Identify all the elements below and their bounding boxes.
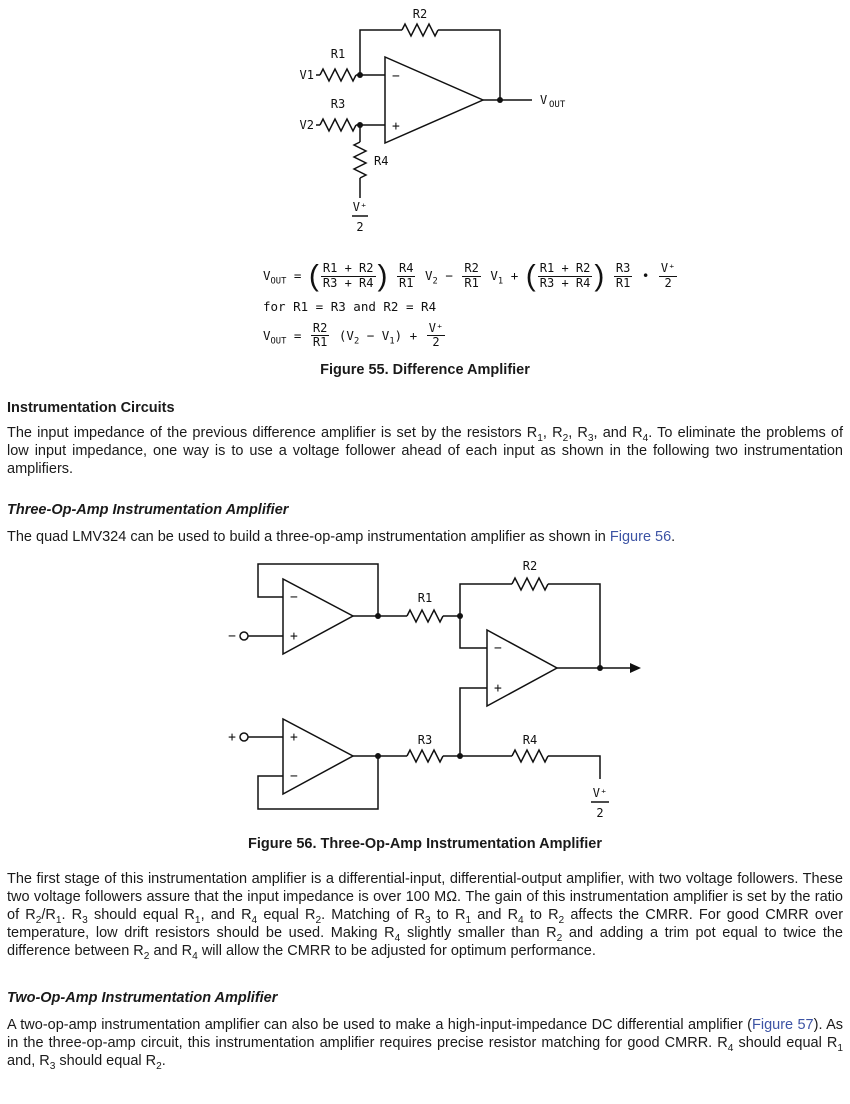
resistor-r4	[512, 750, 548, 762]
figure-56-caption: Figure 56. Three-Op-Amp Instrumentation Amplifier	[248, 836, 602, 853]
figure-55-schematic	[0, 0, 850, 248]
r4-label: R4	[374, 154, 389, 168]
opamp-bottom-plus-sign: +	[290, 730, 298, 746]
r2-label: R2	[412, 7, 428, 21]
three-op-amp-paragraph: The quad LMV324 can be used to build a three-op-amp instrumentation amplifier as shown in Figure 56.	[7, 529, 676, 546]
resistor-r3	[320, 119, 356, 131]
vplus-denominator: 2	[356, 220, 364, 234]
figure-link[interactable]: Figure 57	[752, 1017, 814, 1034]
v2-label: V2	[299, 118, 314, 132]
vplus-label: V⁺	[592, 786, 608, 801]
instrumentation-circuits-heading: Instrumentation Circuits	[7, 400, 175, 417]
input-terminal-plus	[240, 733, 248, 741]
opamp-plus-sign: +	[392, 119, 400, 134]
resistor-r4	[354, 142, 366, 178]
opamp-bottom-minus-sign: −	[290, 769, 298, 785]
vout-subscript: OUT	[549, 100, 566, 110]
fig55-wires	[316, 24, 532, 216]
figure-56-schematic	[0, 554, 850, 820]
r3-label: R3	[417, 733, 433, 748]
opamp-top-plus-sign: +	[290, 629, 298, 645]
opamp-right-minus-sign: −	[494, 641, 502, 657]
vout-label: V	[540, 93, 548, 107]
resistor-r2	[402, 24, 438, 36]
input-minus-label: −	[228, 629, 236, 645]
fig56-labels	[228, 559, 607, 820]
input-plus-label: +	[228, 730, 236, 746]
opamp-minus-sign: −	[392, 69, 400, 84]
v1-label: V1	[299, 68, 314, 82]
resistor-r1	[320, 69, 356, 81]
r1-label: R1	[330, 47, 346, 61]
opamp-top-minus-sign: −	[290, 590, 298, 606]
equation-line-3: $V_{OUT}$ = $\frac{R2}{R1}$ $(V_2 - V_1)$ + $\frac{V^+}{2}$	[263, 320, 444, 350]
r4-label: R4	[522, 733, 538, 748]
input-terminal-minus	[240, 632, 248, 640]
resistor-r1	[407, 610, 443, 622]
equation-line-2: for R1 = R3 and R2 = R4	[263, 298, 437, 314]
opamp-right-plus-sign: +	[494, 681, 502, 697]
vplus-label: V⁺	[352, 200, 368, 214]
equation-line-1: $V_{OUT}$ = ( $\frac{R1 + R2}{R3 + R4}$ ) $\frac{R4}{R1}$ $V_2$ − $\frac{R2}{R1}$ $V_1$ + ( $\frac{R1 + R2}{R3 + R4}$ ) $\frac{R3}{R1}$ • $\frac{V^+}{2}$	[263, 259, 676, 293]
fig56-wires	[240, 564, 630, 809]
three-op-amp-heading: Three-Op-Amp Instrumentation Amplifier	[7, 502, 289, 519]
resistor-r3	[407, 750, 443, 762]
resistor-r2	[512, 578, 548, 590]
r3-label: R3	[330, 97, 346, 111]
instrumentation-paragraph: The input impedance of the previous difference amplifier is set by the resistors $R_1$, $R_2$, $R_3$, and $R_4$. To eliminate the problems of low input impedance, one way is to use a voltage follower ahead of each input as shown in the following two instrumentation amplifiers.	[7, 425, 844, 478]
fig55-junction-dots	[357, 72, 503, 128]
fig56-junction-dots	[375, 613, 641, 759]
r1-label: R1	[417, 591, 433, 606]
two-op-amp-heading: Two-Op-Amp Instrumentation Amplifier	[7, 990, 278, 1007]
output-arrow	[630, 663, 641, 673]
fig55-labels	[300, 7, 566, 234]
first-stage-paragraph: The first stage of this instrumentation amplifier is a differential-input, differential-output amplifier, with two voltage followers. These two voltage followers assure that the input impedance is over 100 MΩ. The gain of this instrumentation amplifier is set by the ratio of $R_2/R_1$. $R_3$ should equal $R_1$, and $R_4$ equal $R_2$. Matching of $R_3$ to $R_1$ and $R_4$ to $R_2$ affects the CMRR. For good CMRR over temperature, low drift resistors should be used. Making $R_4$ slightly smaller than $R_2$ and adding a trim pot equal to twice the difference between $R_2$ and $R_4$ will allow the CMRR to be adjusted for optimum performance.	[7, 871, 844, 963]
vplus-denominator: 2	[596, 806, 604, 821]
figure-55-caption: Figure 55. Difference Amplifier	[320, 362, 530, 379]
two-op-amp-paragraph: A two-op-amp instrumentation amplifier can also be used to make a high-input-impedance DC differential amplifier (Figure 57). As in the three-op-amp circuit, this instrumentation amplifier requires precise resistor matching for good CMRR. $R_4$ should equal $R_1$ and, $R_3$ should equal $R_2$.	[7, 1017, 843, 1073]
fig55-equations	[263, 259, 850, 350]
r2-label: R2	[522, 559, 538, 574]
figure-link[interactable]: Figure 56	[609, 529, 672, 546]
